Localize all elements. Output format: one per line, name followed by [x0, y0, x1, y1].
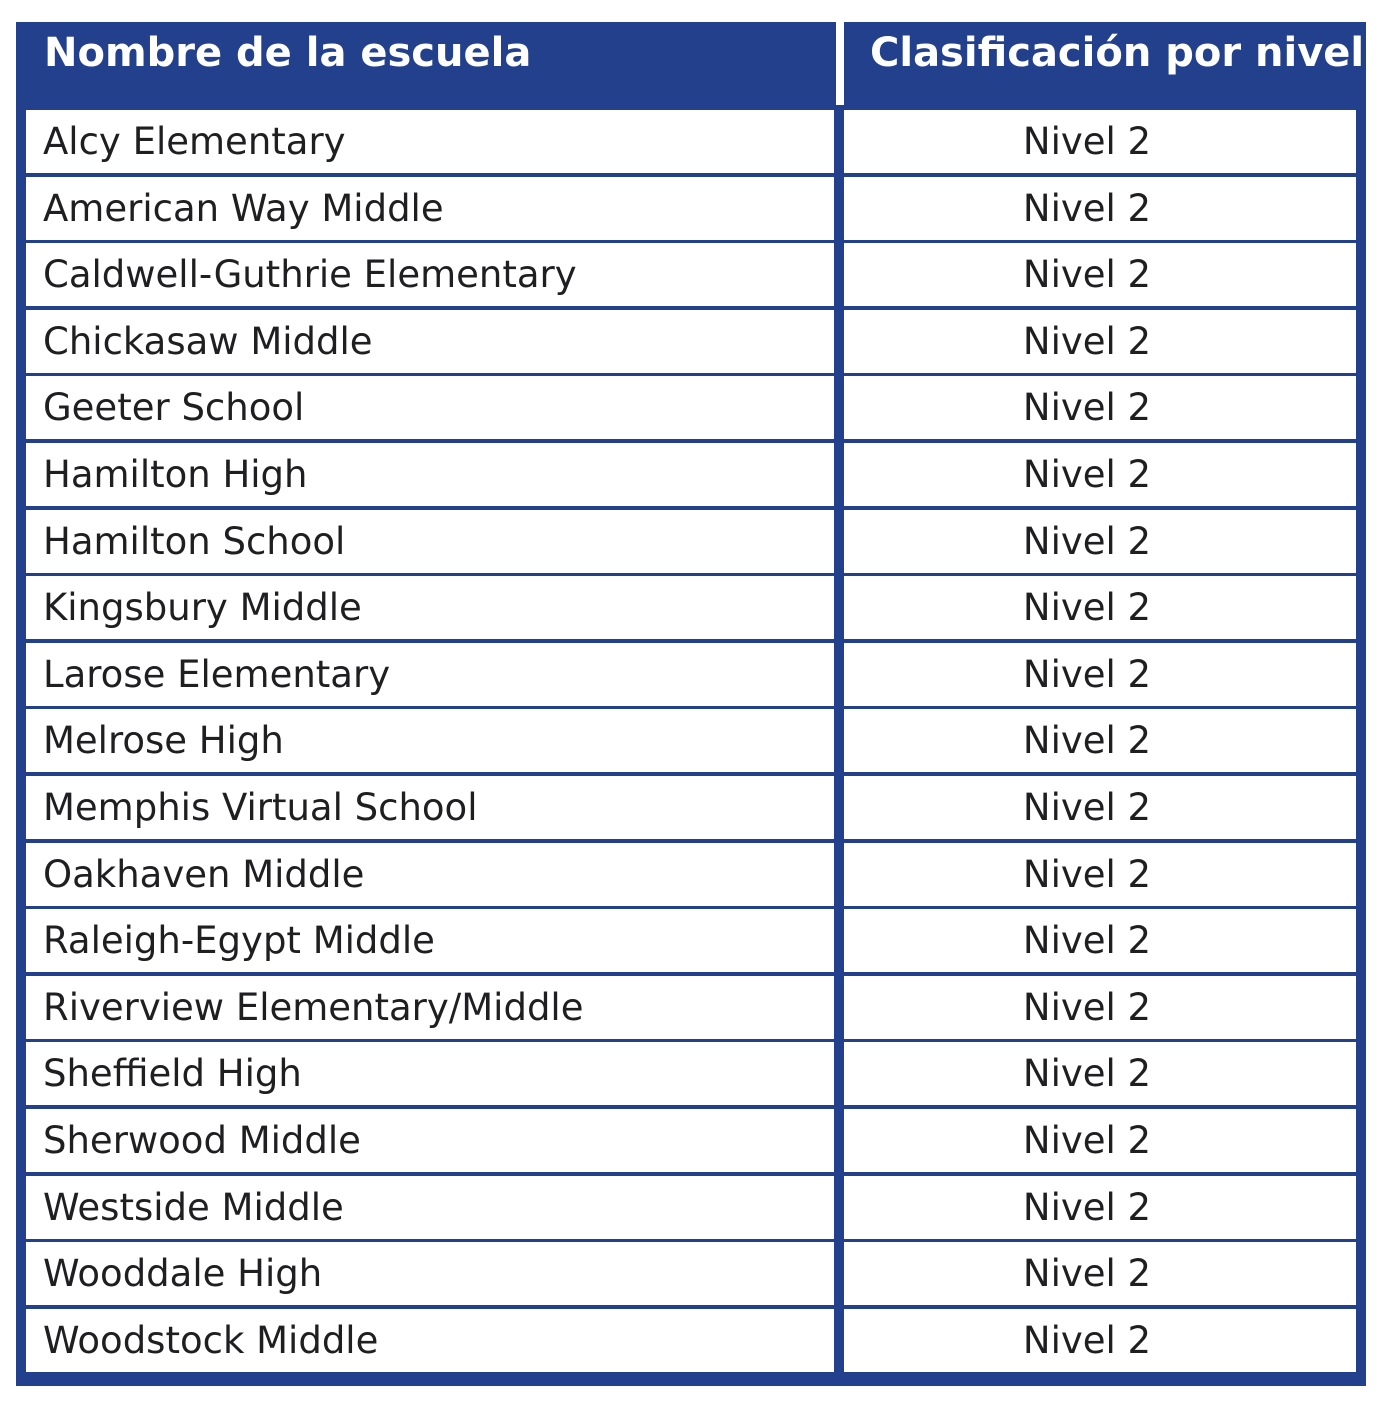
- level-cell: Nivel 2: [844, 1042, 1356, 1105]
- level-cell: Nivel 2: [844, 709, 1356, 772]
- table-row: [26, 243, 1356, 306]
- school-name-cell: Riverview Elementary/Middle: [26, 976, 834, 1039]
- level-cell: Nivel 2: [844, 909, 1356, 972]
- school-name-cell: Sherwood Middle: [26, 1109, 834, 1172]
- table-row: [26, 843, 1356, 906]
- level-cell: Nivel 2: [844, 1109, 1356, 1172]
- table-row: [26, 376, 1356, 439]
- table-row: [26, 909, 1356, 972]
- school-name-cell: Oakhaven Middle: [26, 843, 834, 906]
- table-row: [26, 1042, 1356, 1105]
- table-row: [26, 976, 1356, 1039]
- level-cell: Nivel 2: [844, 110, 1356, 173]
- level-cell: Nivel 2: [844, 443, 1356, 506]
- table-row: [26, 1242, 1356, 1305]
- level-cell: Nivel 2: [844, 310, 1356, 373]
- level-cell: Nivel 2: [844, 843, 1356, 906]
- header-divider: [836, 22, 844, 105]
- level-cell: Nivel 2: [844, 976, 1356, 1039]
- level-cell: Nivel 2: [844, 243, 1356, 306]
- school-name-cell: Geeter School: [26, 376, 834, 439]
- table-row: [26, 310, 1356, 373]
- school-name-cell: Woodstock Middle: [26, 1309, 834, 1372]
- school-name-cell: Sheffield High: [26, 1042, 834, 1105]
- school-name-cell: Larose Elementary: [26, 643, 834, 706]
- school-name-cell: Melrose High: [26, 709, 834, 772]
- table-row: [26, 576, 1356, 639]
- level-cell: Nivel 2: [844, 376, 1356, 439]
- table-row: [26, 1176, 1356, 1239]
- column-header-level: Clasificación por nivel: [870, 30, 1365, 76]
- table-row: [26, 1309, 1356, 1372]
- level-cell: Nivel 2: [844, 1242, 1356, 1305]
- school-name-cell: Westside Middle: [26, 1176, 834, 1239]
- school-name-cell: American Way Middle: [26, 177, 834, 240]
- table-row: [26, 177, 1356, 240]
- level-cell: Nivel 2: [844, 1309, 1356, 1372]
- table-row: [26, 709, 1356, 772]
- school-name-cell: Memphis Virtual School: [26, 776, 834, 839]
- table-row: [26, 643, 1356, 706]
- school-name-cell: Alcy Elementary: [26, 110, 834, 173]
- level-cell: Nivel 2: [844, 1176, 1356, 1239]
- school-name-cell: Caldwell-Guthrie Elementary: [26, 243, 834, 306]
- school-name-cell: Kingsbury Middle: [26, 576, 834, 639]
- table-row: [26, 510, 1356, 573]
- column-header-school-name: Nombre de la escuela: [44, 30, 532, 76]
- school-level-table: [16, 22, 1366, 1386]
- level-cell: Nivel 2: [844, 576, 1356, 639]
- table-row: [26, 1109, 1356, 1172]
- table-row: [26, 443, 1356, 506]
- table-header: [16, 22, 1366, 105]
- level-cell: Nivel 2: [844, 177, 1356, 240]
- school-name-cell: Chickasaw Middle: [26, 310, 834, 373]
- school-name-cell: Wooddale High: [26, 1242, 834, 1305]
- school-name-cell: Hamilton School: [26, 510, 834, 573]
- level-cell: Nivel 2: [844, 776, 1356, 839]
- school-name-cell: Raleigh-Egypt Middle: [26, 909, 834, 972]
- table-row: [26, 110, 1356, 173]
- table-row: [26, 776, 1356, 839]
- level-cell: Nivel 2: [844, 510, 1356, 573]
- level-cell: Nivel 2: [844, 643, 1356, 706]
- school-name-cell: Hamilton High: [26, 443, 834, 506]
